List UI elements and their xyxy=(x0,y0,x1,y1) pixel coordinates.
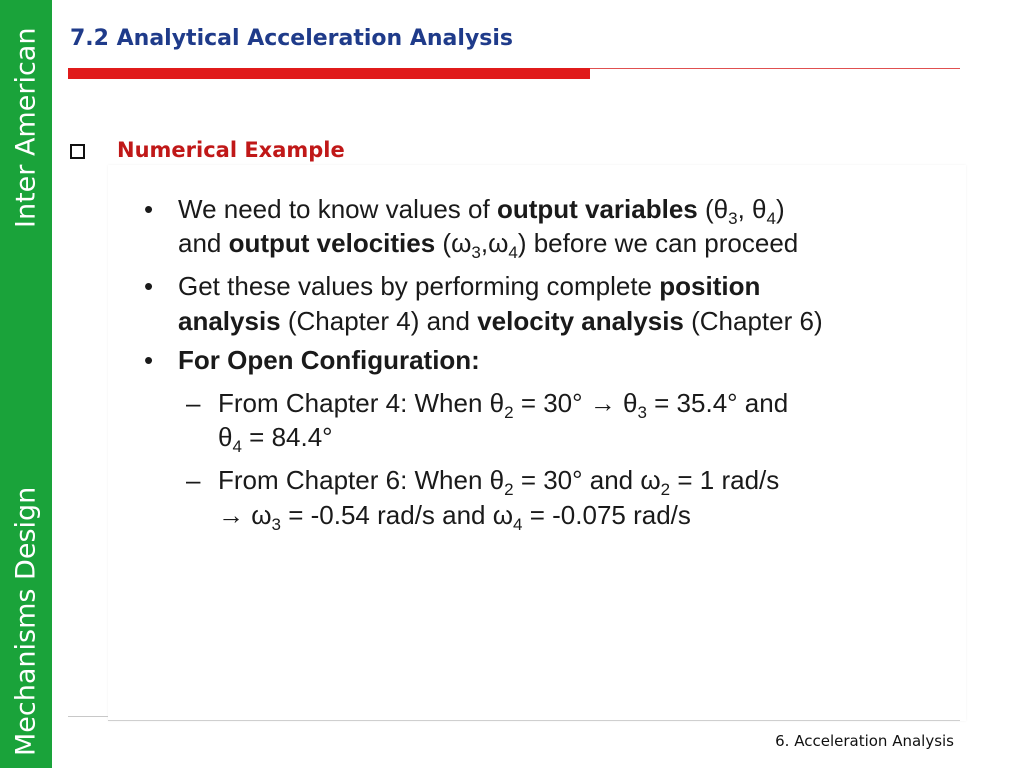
subtitle: Numerical Example xyxy=(117,138,345,162)
dash-bullet-icon: – xyxy=(186,465,201,495)
title-underline-thin xyxy=(590,68,960,69)
title-underline-bar xyxy=(68,68,590,79)
dash-1-line-2: $\theta_4 = 84.4^\circ$ xyxy=(218,422,333,456)
bullet-dot-icon: • xyxy=(144,194,154,224)
slide-footer: 6. Acceleration Analysis xyxy=(775,732,954,750)
sidebar-top-text: Inter American xyxy=(10,27,42,228)
dash-bullet-icon: – xyxy=(186,388,201,418)
bullet-2-line-1: Get these values by performing complete position xyxy=(178,271,761,301)
bullet-dot-icon: • xyxy=(144,345,154,375)
sidebar-bottom-text: Mechanisms Design xyxy=(10,486,42,756)
bullet-3-line-1: For Open Configuration: xyxy=(178,345,480,375)
content-panel xyxy=(108,165,966,721)
bullet-2-line-2: analysis (Chapter 4) and velocity analysis (Chapter 6) xyxy=(178,306,823,336)
dash-2-line-2: → $\omega_3 = -0.54$ rad/s and $\omega_4 = -0.075$ rad/s xyxy=(218,500,691,534)
bottom-rule-left xyxy=(68,716,108,717)
slide-title: 7.2 Analytical Acceleration Analysis xyxy=(70,26,514,51)
dash-2-line-1: From Chapter 6: When $\theta_2 = 30^\circ$ and $\omega_2 = 1$ rad/s xyxy=(218,465,780,499)
bullet-dot-icon: • xyxy=(144,271,154,301)
bullet-1-line-2: and output velocities $(\omega_3,\omega_4)$ before we can proceed xyxy=(178,228,799,262)
bottom-rule xyxy=(108,720,960,721)
hollow-square-bullet-icon xyxy=(70,144,85,159)
subtitle-row xyxy=(70,138,345,162)
dash-1-line-1: From Chapter 4: When $\theta_2 = 30^\circ \to \theta_3 = 35.4^\circ$ and xyxy=(218,388,789,422)
sidebar xyxy=(0,0,52,768)
bullet-1-line-1: We need to know values of output variables ($\theta_3$, $\theta_4$) xyxy=(178,194,785,228)
